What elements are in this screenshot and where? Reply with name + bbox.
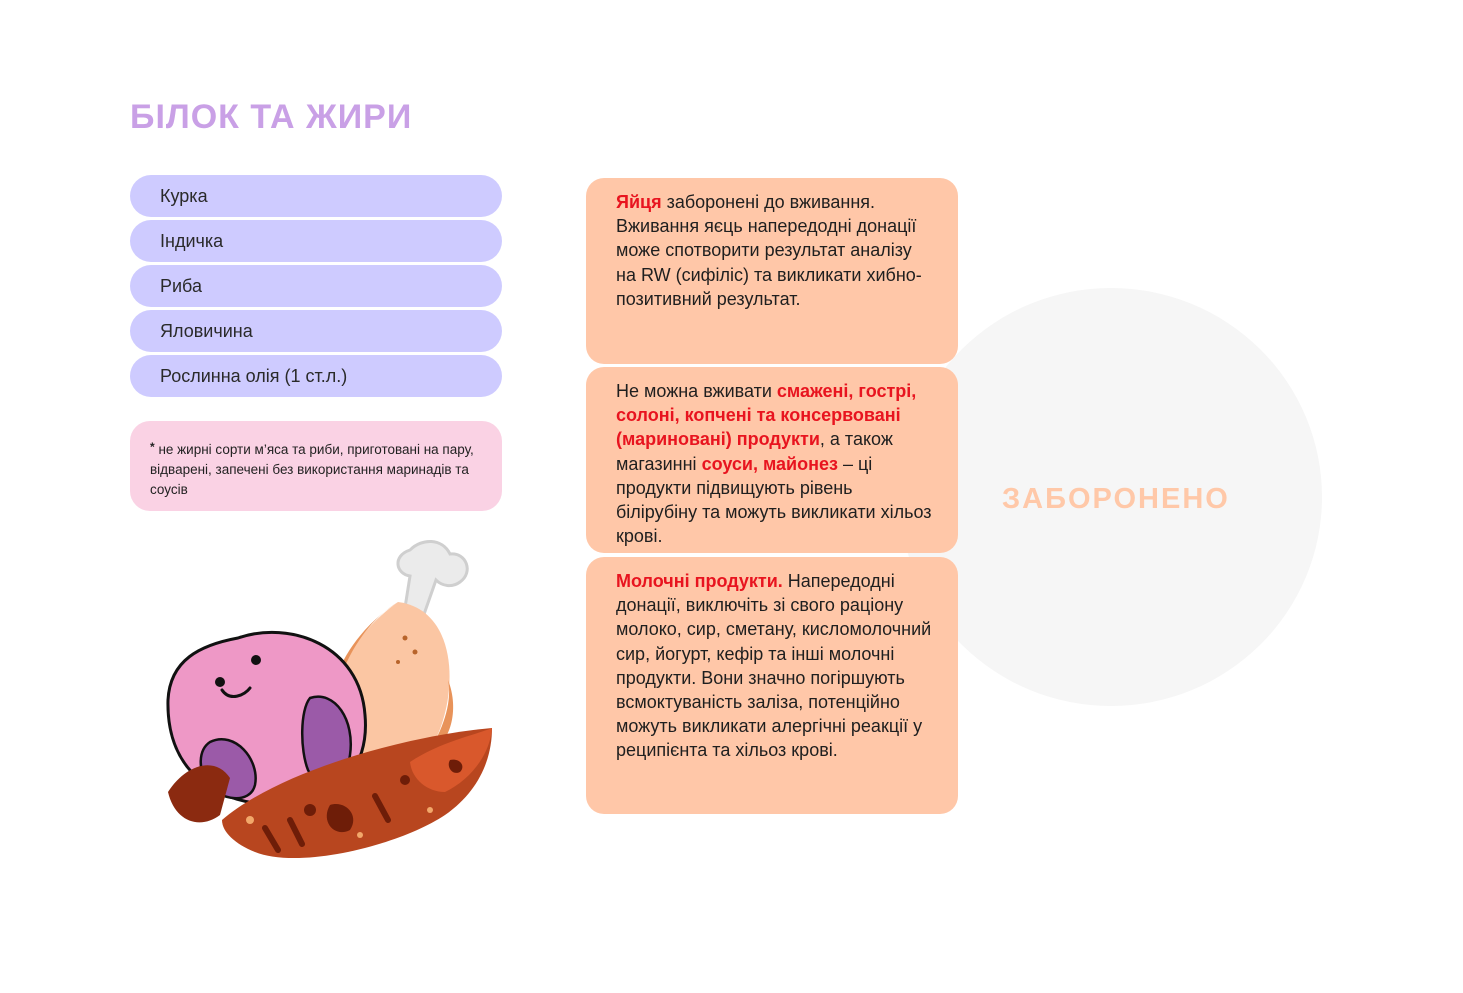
food-item-chicken: Курка	[130, 175, 502, 217]
card-highlight: Яйця	[616, 192, 662, 212]
card-text: – ці продукти підвищують рівень білірубіну та можуть викликати хільоз крові.	[616, 453, 932, 547]
forbidden-label: ЗАБОРОНЕНО	[1002, 483, 1230, 515]
card-text: заборонені до вживання. Вживання яєць напередодні донації може спотворити результат аналізу на RW (сифіліс) та викликати хибно-позитивний результат.	[616, 192, 922, 309]
forbidden-card-fried-foods	[586, 367, 958, 553]
card-text: Напередодні донації, виключіть зі свого раціону молоко, сир, сметану, кисломолочний сир, йогурт, кефір та інші молочні продукти. Вони значно погіршують всмоктуваність заліза, потенційно можуть викликати алергічні реакції у реципієнта та хільоз крові.	[616, 571, 932, 761]
card-highlight: Молочні продукти.	[616, 571, 783, 591]
card-text: , а також магазинні	[616, 429, 893, 474]
card-highlight: соуси, майонез	[701, 453, 838, 474]
food-item-vegetable-oil: Рослинна олія (1 ст.л.)	[130, 355, 502, 397]
card-text: Не можна вживати	[616, 381, 777, 401]
page-title: БІЛОК ТА ЖИРИ	[130, 98, 413, 136]
note-marker: *	[150, 440, 155, 454]
note-text: не жирні сорти м’яса та риби, приготовані на пару, відварені, запечені без використання маринадів та соусів	[150, 442, 474, 497]
allowed-food-list	[130, 175, 502, 400]
food-item-beef: Яловичина	[130, 310, 502, 352]
food-item-turkey: Індичка	[130, 220, 502, 262]
forbidden-card-dairy	[586, 557, 958, 814]
forbidden-card-eggs	[586, 178, 958, 364]
preparation-note	[130, 421, 502, 511]
food-illustration	[160, 530, 500, 870]
food-item-fish: Риба	[130, 265, 502, 307]
card-highlight: смажені, гострі, солоні, копчені та консервовані (мариновані) продукти	[616, 381, 917, 450]
